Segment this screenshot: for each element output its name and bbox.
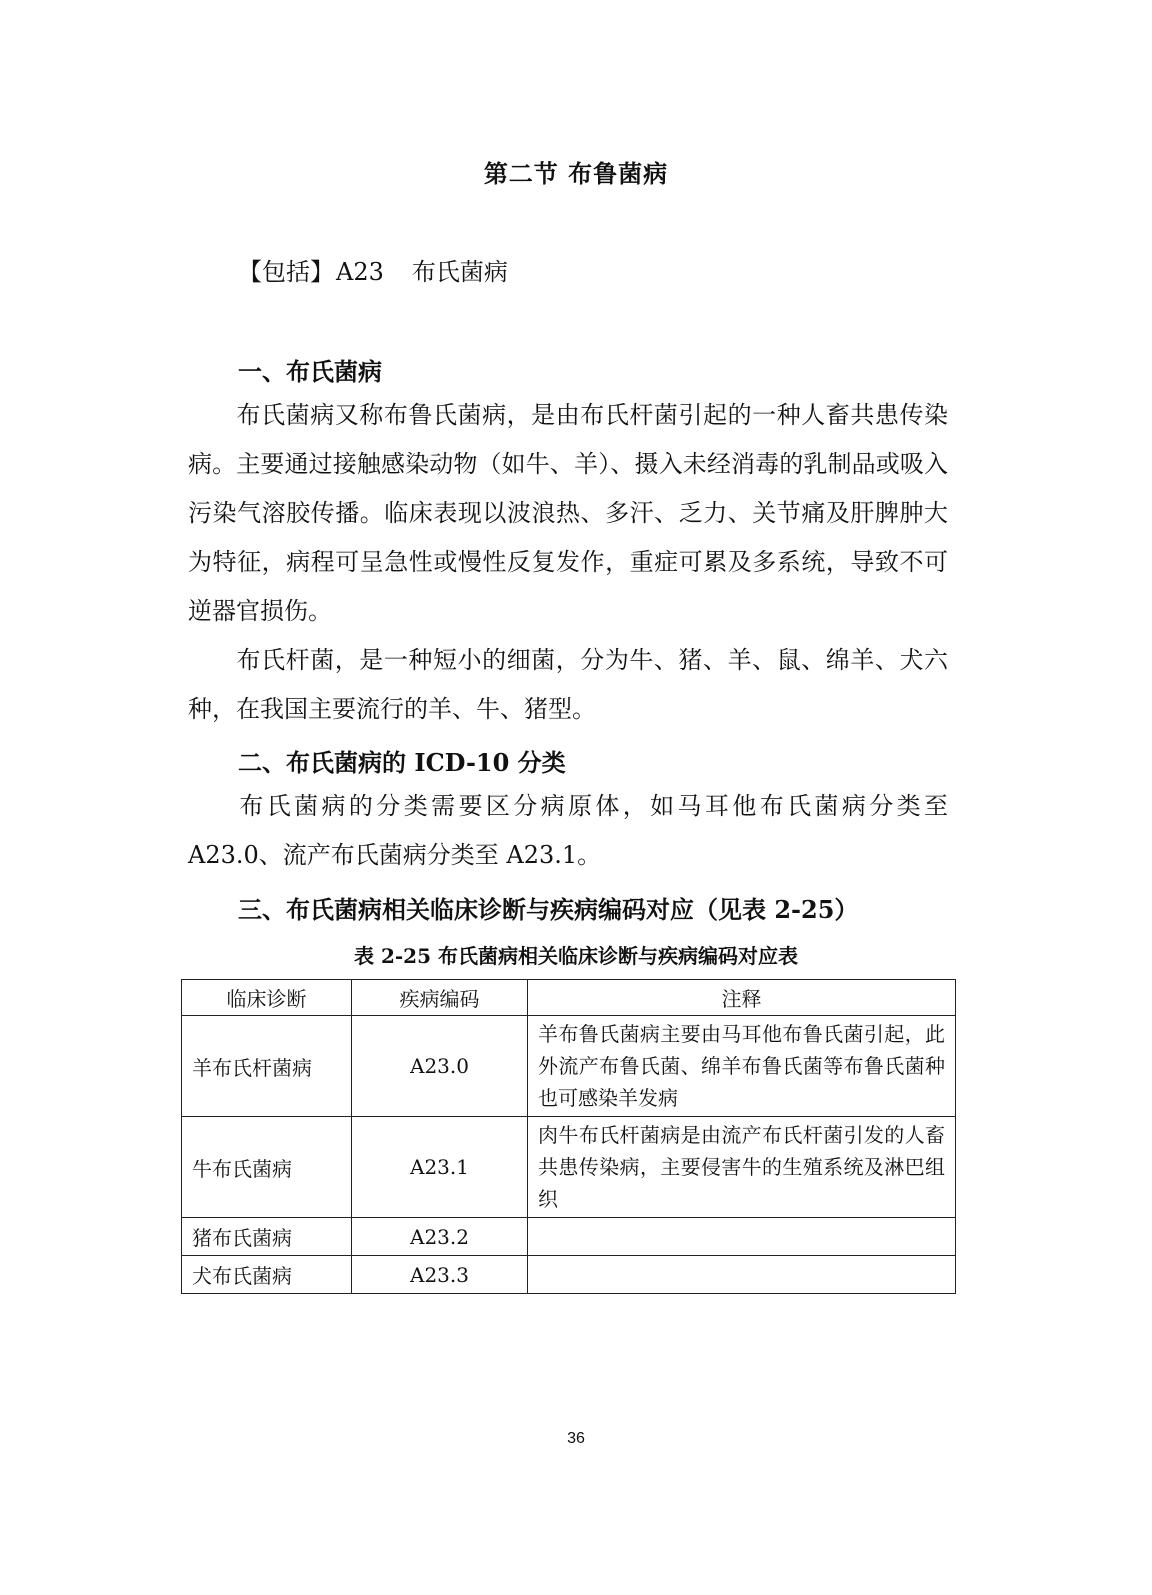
cell-diagnosis: 牛布氏菌病 xyxy=(182,1117,352,1218)
page-number: 36 xyxy=(567,1430,585,1447)
cell-diagnosis: 猪布氏菌病 xyxy=(182,1218,352,1256)
heading-1: 一、布氏菌病 xyxy=(238,357,382,386)
table-row xyxy=(182,1016,956,1117)
paragraph-2-text: 布氏杆菌，是一种短小的细菌，分为牛、猪、羊、鼠、绵羊、犬六种，在我国主要流行的羊、牛、猪型。 xyxy=(188,646,948,723)
table-row xyxy=(182,1117,956,1218)
cell-diagnosis: 犬布氏菌病 xyxy=(182,1256,352,1294)
cell-note xyxy=(528,1256,956,1294)
header-note: 注释 xyxy=(528,980,956,1016)
table-row xyxy=(182,1256,956,1294)
include-label: 【包括】 xyxy=(238,258,334,286)
cell-code: A23.1 xyxy=(352,1117,528,1218)
table-row xyxy=(182,1218,956,1256)
include-line xyxy=(238,252,508,287)
paragraph-1 xyxy=(188,391,948,636)
diagnosis-code-table xyxy=(181,979,956,1294)
cell-diagnosis: 羊布氏杆菌病 xyxy=(182,1016,352,1117)
include-code: A23 xyxy=(336,258,384,286)
cell-code: A23.3 xyxy=(352,1256,528,1294)
cell-code: A23.2 xyxy=(352,1218,528,1256)
paragraph-3-text: 布氏菌病的分类需要区分病原体，如马耳他布氏菌病分类至 A23.0、流产布氏菌病分类至 A23.1。 xyxy=(188,792,948,869)
heading-3: 三、布氏菌病相关临床诊断与疾病编码对应（见表 2-25） xyxy=(238,895,859,924)
section-title: 第二节 布鲁菌病 xyxy=(483,159,669,188)
header-code: 疾病编码 xyxy=(352,980,528,1016)
table-header-row xyxy=(182,980,956,1016)
cell-note: 羊布鲁氏菌病主要由马耳他布鲁氏菌引起，此外流产布鲁氏菌、绵羊布鲁氏菌等布鲁氏菌种也可感染羊发病 xyxy=(528,1016,956,1117)
cell-note xyxy=(528,1218,956,1256)
header-diagnosis: 临床诊断 xyxy=(182,980,352,1016)
cell-note: 肉牛布氏杆菌病是由流产布氏杆菌引发的人畜共患传染病，主要侵害牛的生殖系统及淋巴组织 xyxy=(528,1117,956,1218)
paragraph-2 xyxy=(188,636,948,734)
table-caption: 表 2-25 布氏菌病相关临床诊断与疾病编码对应表 xyxy=(354,944,798,968)
include-name: 布氏菌病 xyxy=(411,258,508,286)
cell-code: A23.0 xyxy=(352,1016,528,1117)
paragraph-3 xyxy=(188,782,948,880)
paragraph-1-text: 布氏菌病又称布鲁氏菌病，是由布氏杆菌引起的一种人畜共患传染病。主要通过接触感染动物（如牛、羊）、摄入未经消毒的乳制品或吸入污染气溶胶传播。临床表现以波浪热、多汗、乏力、关节痛及肝脾肿大为特征，病程可呈急性或慢性反复发作，重症可累及多系统，导致不可逆器官损伤。 xyxy=(188,401,948,625)
heading-2: 二、布氏菌病的 ICD-10 分类 xyxy=(238,748,566,777)
